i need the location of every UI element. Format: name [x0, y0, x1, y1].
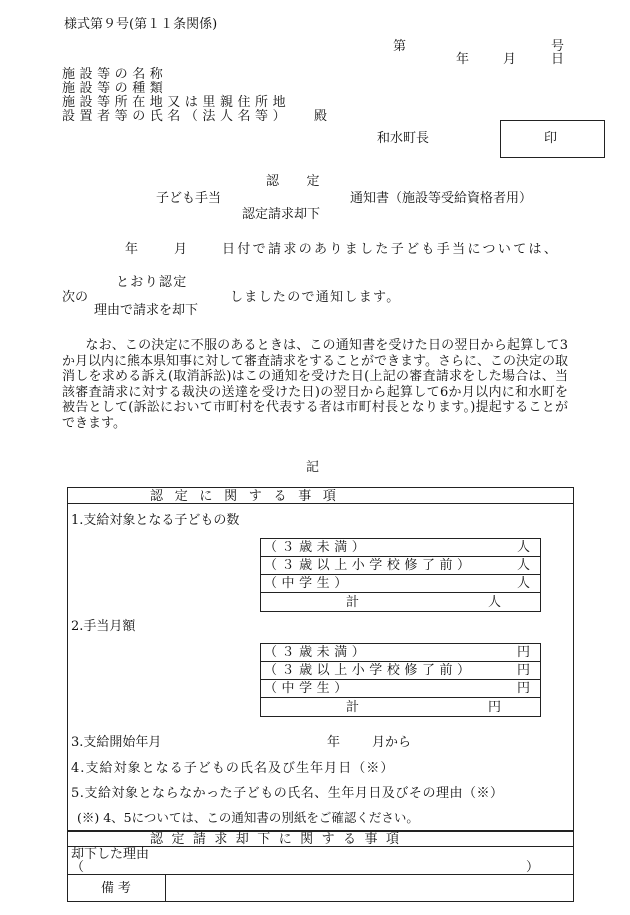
title-notice: 通知書（施設等受給資格者用） [350, 191, 533, 206]
intro-tail: しましたので通知します。 [230, 290, 401, 305]
intro-year: 年 [125, 242, 139, 257]
children-row-unit: 人 [517, 540, 531, 555]
amount-row-unit: 円 [517, 645, 531, 660]
title-child-allowance: 子ども手当 [156, 191, 222, 206]
appeal-notice: なお、この決定に不服のあるときは、この通知書を受けた日の翌日から起算して3か月以内に熊本県知事に対して審査請求をすることができます。さらに、この決定の取消しを求める訴え(取消訴訟)はこの通知を受けた日(上記の審査請求をした場合は、当該審査請求に対する裁決の送達を受けた日)の翌日から起算して6か月以内に和水町を被告として(訴訟において市町村を代表する者は市町村長となります。)提起することができます。 [62, 338, 568, 431]
rejection-heading: 認定請求却下に関する事項 [150, 832, 408, 847]
children-row-unit: 人 [517, 576, 531, 591]
item-child-count: 1.支給対象となる子どもの数 [71, 513, 240, 528]
item-monthly-amount: 2.手当月額 [71, 619, 136, 634]
facility-address-label: 施設等所在地又は里親住所地 [62, 95, 291, 110]
children-total-unit: 人 [488, 595, 502, 610]
see-attachment-note: (※) 4、5については、この通知書の別紙をご確認ください。 [77, 810, 419, 825]
divider [260, 661, 541, 662]
amount-row-unit: 円 [517, 663, 531, 678]
remarks-label: 備考 [101, 881, 135, 896]
start-year-label: 年 [327, 735, 341, 750]
doc-number-go: 号 [551, 39, 565, 54]
intro-option-approve: とおり認定 [116, 275, 188, 290]
title-approve: 認 定 [266, 174, 332, 189]
amount-row-elementary: （３歳以上小学校修了前） [264, 663, 475, 678]
divider [260, 679, 541, 680]
operator-name-label: 設置者等の氏名（法人名等） [62, 109, 291, 124]
children-row-unit: 人 [517, 558, 531, 573]
date-month-label: 月 [503, 52, 517, 67]
facility-name-label: 施設等の名称 [62, 67, 168, 82]
amount-row-unit: 円 [517, 681, 531, 696]
divider [260, 556, 541, 557]
divider [260, 592, 541, 593]
approval-heading: 認定に関する事項 [150, 489, 348, 504]
reason-paren-close: ） [526, 860, 540, 875]
amount-total-label: 計 [346, 700, 360, 715]
ki-marker: 記 [306, 460, 320, 475]
facility-type-label: 施設等の種類 [62, 81, 168, 96]
divider [260, 697, 541, 698]
date-day-label: 日 [551, 52, 565, 67]
item-excluded-children: 5.支給対象とならなかった子どもの氏名、生年月日及びその理由（※） [71, 786, 504, 801]
item-start-month: 3.支給開始年月 [71, 735, 162, 750]
seal-label: 印 [544, 131, 558, 146]
date-year-label: 年 [456, 52, 470, 67]
dono-honorific: 殿 [314, 109, 328, 124]
intro-month: 月 [174, 242, 188, 257]
rejection-reason-label: 却下した理由 [71, 847, 150, 862]
children-row-elementary: （３歳以上小学校修了前） [264, 558, 475, 573]
children-row-under3: （３歳未満） [264, 540, 370, 555]
divider [67, 874, 574, 875]
start-month-label: 月から [372, 735, 412, 750]
intro-text: 日付で請求のありました子ども手当については、 [222, 242, 560, 257]
amount-row-under3: （３歳未満） [264, 645, 370, 660]
amount-total-unit: 円 [488, 700, 502, 715]
form-number: 様式第９号(第１１条関係) [64, 17, 218, 32]
intro-tsugi: 次の [62, 290, 89, 305]
intro-option-reject: 理由で請求を却下 [94, 303, 199, 318]
amount-row-junior-high: （中学生） [264, 681, 352, 696]
reason-paren-open: （ [71, 860, 85, 875]
issuer-name: 和水町長 [377, 131, 430, 146]
doc-number-dai: 第 [393, 39, 407, 54]
children-row-junior-high: （中学生） [264, 576, 352, 591]
item-child-names: 4.支給対象となる子どもの氏名及び生年月日（※） [71, 761, 395, 776]
divider [165, 874, 166, 902]
children-total-label: 計 [346, 595, 360, 610]
title-reject: 認定請求却下 [242, 207, 321, 222]
divider [260, 574, 541, 575]
